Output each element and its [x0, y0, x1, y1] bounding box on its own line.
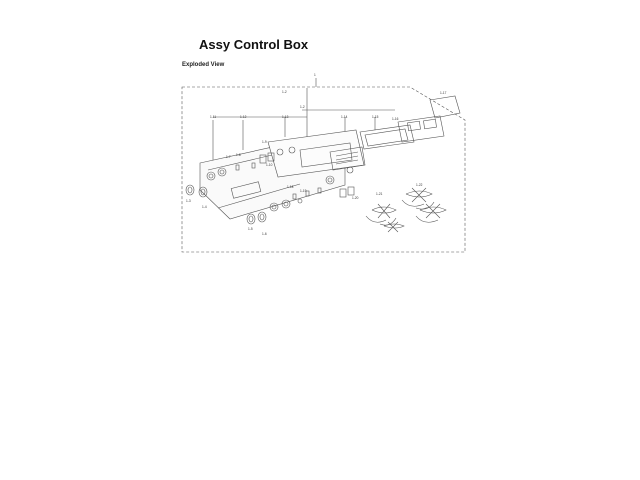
callout-label: 1-10 [266, 163, 273, 167]
callout-label: 1-15 [372, 115, 379, 119]
callout-label: 1-6 [262, 232, 267, 236]
callout-label: 1-14 [341, 115, 348, 119]
callout-label: 1-13 [282, 115, 289, 119]
cover-plate [430, 96, 460, 118]
callout-label: 1-17 [440, 91, 447, 95]
page-title: Assy Control Box [199, 37, 309, 52]
callout-label: 1-9 [262, 140, 267, 144]
callout-label: 1-18 [287, 185, 294, 189]
callout-label: 1-7 [226, 155, 231, 159]
callout-label: 1-2 [300, 105, 305, 109]
callout-label: 1-2 [282, 90, 287, 94]
section-subtitle: Exploded View [182, 62, 225, 68]
callout-label: 1-11 [210, 115, 217, 119]
callout-label: 1-20 [352, 196, 359, 200]
callout-label: 1-5 [248, 227, 253, 231]
callout-label: 1 [314, 73, 316, 77]
callout-label: 1-3 [186, 199, 191, 203]
callout-label: 1-16 [392, 117, 399, 121]
callout-label: 1-8 [236, 153, 241, 157]
callout-label: 1-19 [300, 189, 307, 193]
callout-label: 1-12 [240, 115, 247, 119]
callout-label: 1-22 [416, 183, 423, 187]
callout-label: 1-4 [202, 205, 207, 209]
callout-label: 1-21 [376, 192, 383, 196]
